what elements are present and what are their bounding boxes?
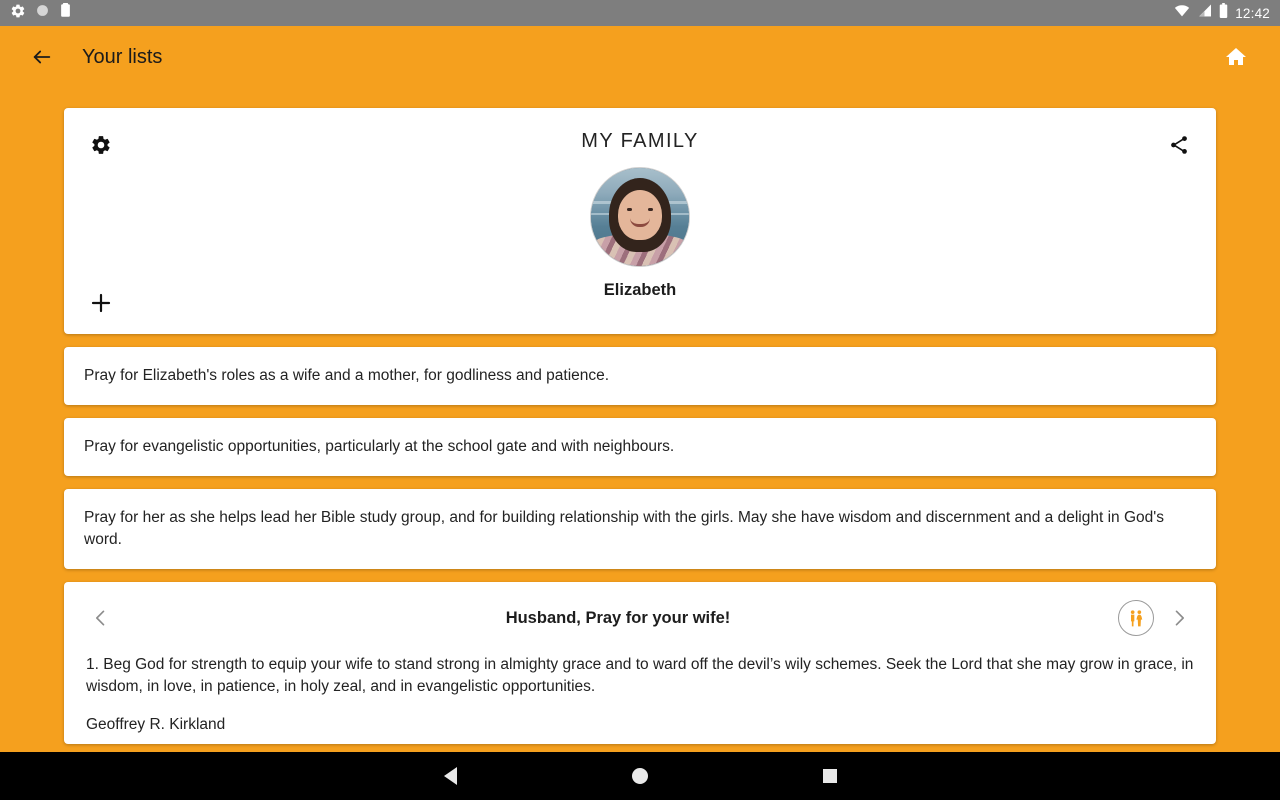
circle-icon — [36, 4, 49, 22]
devotional-header — [64, 582, 1216, 654]
status-bar-clock: 12:42 — [1235, 5, 1270, 21]
avatar[interactable] — [590, 167, 690, 267]
battery-icon — [1219, 3, 1228, 23]
prayer-item-text: Pray for her as she helps lead her Bible study group, and for building relationship with the girls. May she have wisdom and discernment and a delight in God's word. — [84, 509, 1164, 548]
page-title: Your lists — [82, 45, 163, 68]
share-icon[interactable] — [1162, 128, 1196, 162]
nav-back-icon[interactable] — [430, 756, 470, 796]
couple-icon[interactable] — [1118, 600, 1154, 636]
arrow-back-icon[interactable] — [22, 37, 62, 77]
chevron-right-icon[interactable] — [1162, 601, 1196, 635]
plus-icon[interactable] — [84, 286, 118, 320]
app-bar — [0, 26, 1280, 88]
clipboard-icon — [59, 3, 72, 23]
chevron-left-icon[interactable] — [84, 601, 118, 635]
signal-icon — [1197, 4, 1212, 22]
list-item[interactable] — [64, 347, 1216, 405]
wifi-icon — [1174, 4, 1190, 22]
prayer-item-text: Pray for Elizabeth's roles as a wife and a mother, for godliness and patience. — [84, 367, 610, 384]
list-header-card — [64, 108, 1216, 334]
nav-home-icon[interactable] — [620, 756, 660, 796]
list-item[interactable] — [64, 489, 1216, 569]
devotional-card — [64, 582, 1216, 744]
devotional-text: 1. Beg God for strength to equip your wife to stand strong in almighty grace and to ward off the devil’s wily schemes. Seek the Lord that she may grow in grace, in wisdom, in love, in patience, in holy zeal, and in evangelistic opportunities. — [86, 656, 1194, 695]
status-bar-system — [1174, 3, 1270, 23]
home-icon[interactable] — [1216, 37, 1256, 77]
list-title: MY FAMILY — [581, 130, 699, 152]
avatar-container[interactable] — [64, 167, 1216, 267]
settings-gear-icon[interactable] — [84, 128, 118, 162]
list-item[interactable] — [64, 418, 1216, 476]
status-bar-notifications — [10, 3, 72, 24]
list-scroll-area[interactable] — [0, 88, 1280, 752]
devotional-author: Geoffrey R. Kirkland — [86, 716, 226, 733]
android-nav-bar — [0, 752, 1280, 800]
devotional-body — [64, 654, 1216, 734]
devotional-title: Husband, Pray for your wife! — [505, 608, 731, 627]
person-name: Elizabeth — [603, 281, 677, 299]
prayer-item-text: Pray for evangelistic opportunities, particularly at the school gate and with neighbours. — [84, 438, 675, 455]
nav-recents-icon[interactable] — [810, 756, 850, 796]
android-status-bar — [0, 0, 1280, 26]
settings-gear-icon — [10, 3, 26, 24]
